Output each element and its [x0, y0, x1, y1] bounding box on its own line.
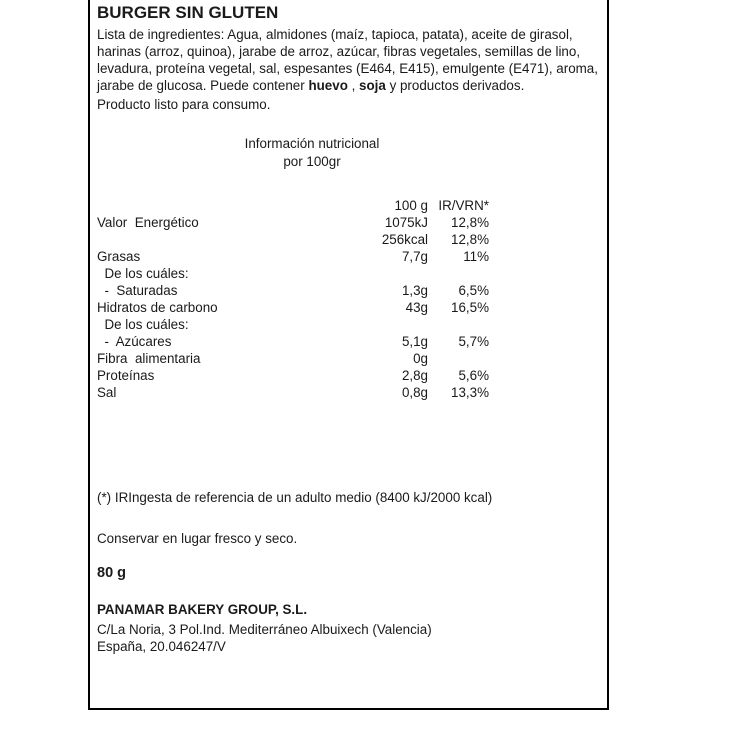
nutrient-amount — [323, 316, 428, 333]
nutrition-row — [97, 214, 599, 231]
footnote: (*) IRIngesta de referencia de un adulto medio (8400 kJ/2000 kcal) — [97, 490, 493, 505]
nutrient-label: Valor Energético — [97, 215, 199, 230]
nutrition-column-headers — [97, 197, 599, 214]
ingredients-list — [97, 26, 599, 94]
nutrient-amount: 1,3g — [401, 283, 428, 298]
nutrition-row — [97, 333, 599, 350]
allergen-separator: , — [347, 78, 360, 93]
nutrition-row — [97, 248, 599, 265]
nutrient-amount — [323, 265, 428, 282]
nutrient-reference-value: 6,5% — [458, 283, 489, 298]
product-label — [88, 0, 609, 710]
nutrition-header-spacer — [97, 197, 323, 214]
nutrient-amount: 2,8g — [401, 368, 428, 383]
nutrient-amount: 5,1g — [401, 334, 428, 349]
nutrition-row — [97, 384, 599, 401]
nutrient-reference-value: 5,6% — [458, 368, 489, 383]
nutrient-reference-value — [428, 350, 489, 367]
nutrition-row — [97, 316, 599, 333]
nutrient-amount: 1075kJ — [384, 215, 428, 230]
nutrient-label — [97, 231, 323, 248]
nutrient-reference-value: 12,8% — [451, 215, 489, 230]
nutrient-amount: 0,8g — [401, 385, 428, 400]
net-weight: 80 g — [97, 565, 127, 581]
allergen-soja: soja — [359, 78, 386, 93]
ingredients-text: Lista de ingredientes: Agua, almidones (maíz, tapioca, patata), aceite de girasol, harinas (arroz, quinoa), jarabe de arroz, azúcar, fibras vegetales, semillas de lino, levadura, proteína vegetal, sal, espesantes (E464, E415), emulgente (E471), aroma, jarabe de glucosa. Puede contener — [97, 27, 598, 93]
nutrition-row — [97, 367, 599, 384]
storage-instructions: Conservar en lugar fresco y seco. — [97, 531, 298, 546]
ingredients-text-end: y productos derivados. — [385, 78, 525, 93]
col-amount-header: 100 g — [394, 198, 428, 213]
nutrient-label: De los cuáles: — [97, 317, 189, 332]
nutrition-table — [97, 197, 599, 401]
nutrient-label: Proteínas — [97, 368, 155, 383]
nutrient-amount: 7,7g — [401, 249, 428, 264]
nutrition-rows — [97, 214, 599, 401]
nutrient-label: - Saturadas — [97, 283, 178, 298]
nutrient-label: Fibra alimentaria — [97, 351, 201, 366]
nutrient-label: Grasas — [97, 249, 141, 264]
nutrition-row — [97, 299, 599, 316]
nutrition-row — [97, 350, 599, 367]
nutrition-row — [97, 282, 599, 299]
col-rv-header: IR/VRN* — [438, 198, 489, 213]
address-line-1: C/La Noria, 3 Pol.Ind. Mediterráneo Albuixech (Valencia) — [97, 622, 432, 637]
nutrient-label: De los cuáles: — [97, 266, 189, 281]
nutrient-reference-value: 12,8% — [451, 232, 489, 247]
nutrient-amount: 256kcal — [381, 232, 428, 247]
allergen-huevo: huevo — [308, 78, 348, 93]
ready-note: Producto listo para consumo. — [97, 97, 271, 112]
company-name: PANAMAR BAKERY GROUP, S.L. — [97, 602, 308, 617]
nutrient-reference-value: 16,5% — [451, 300, 489, 315]
nutrition-row — [97, 265, 599, 282]
nutrient-reference-value: 13,3% — [451, 385, 489, 400]
address-line-2: España, 20.046247/V — [97, 639, 226, 654]
nutrient-label: Sal — [97, 385, 117, 400]
nutrition-row — [97, 231, 599, 248]
nutrition-header — [177, 135, 447, 171]
nutrition-header-title: Información nutricional — [244, 136, 380, 151]
nutrient-reference-value: 11% — [463, 249, 489, 264]
nutrient-reference-value: 5,7% — [458, 334, 489, 349]
nutrient-label: - Azúcares — [97, 334, 172, 349]
product-title: BURGER SIN GLUTEN — [97, 3, 279, 22]
nutrient-amount: 43g — [405, 300, 428, 315]
nutrition-header-basis: por 100gr — [283, 154, 341, 169]
nutrient-label: Hidratos de carbono — [97, 300, 218, 315]
nutrient-reference-value — [428, 316, 489, 333]
nutrient-reference-value — [428, 265, 489, 282]
nutrient-amount: 0g — [413, 351, 428, 366]
